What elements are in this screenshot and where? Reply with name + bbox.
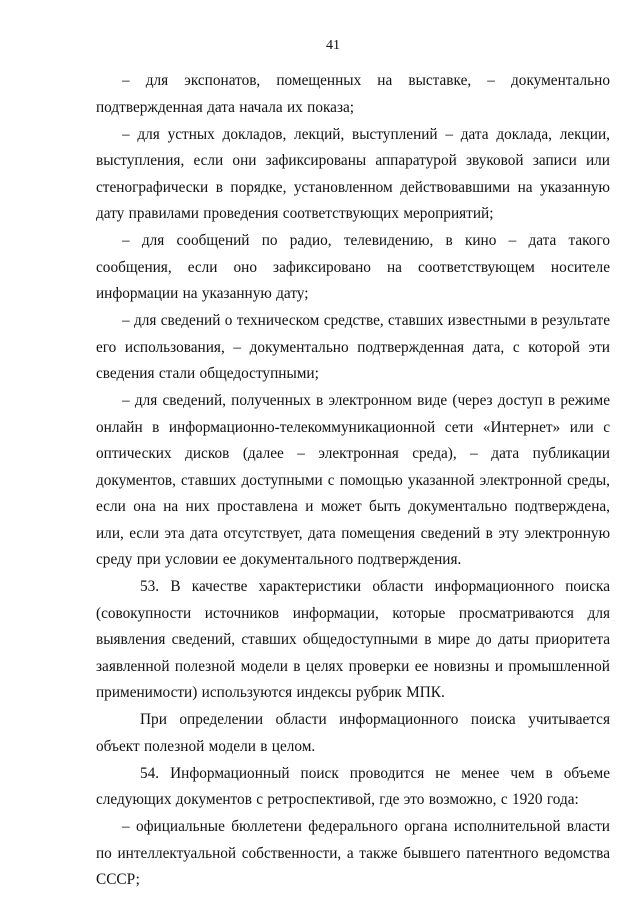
paragraph-technical-means: – для сведений о техническом средстве, ставших известными в результате его использования, – документально подтвержденная дата, с которой эти сведения стали общедоступными; [96, 312, 610, 382]
paragraph-oral-reports: – для устных докладов, лекций, выступлений – дата доклада, лекции, выступления, если они зафиксированы аппаратурой звуковой записи или стенографически в порядке, установленном действовавшими на указанную дату правилами проведения соответствующих мероприятий; [96, 125, 610, 222]
page-number: 41 [326, 38, 340, 53]
paragraph-radio-tv: – для сообщений по радио, телевидению, в кино – дата такого сообщения, если оно зафиксировано на соответствующем носителе информации на указанную дату; [96, 232, 610, 302]
paragraph-electronic-media: – для сведений, полученных в электронном виде (через доступ в режиме онлайн в информационно-телекоммуникационной сети «Интернет» или с оптических дисков (далее – электронная среда), – дата публикации документов, ставших доступными с помощью указанной электронной среды, если она на них проставлена и может быть документально подтверждена, или, если эта дата отсутствует, дата помещения сведений в эту электронную среду при условии ее документального подтверждения. [96, 392, 610, 568]
paragraph-54: 54. Информационный поиск проводится не менее чем в объеме следующих документов с ретроспективой, где это возможно, с 1920 года: [96, 764, 610, 808]
paragraph-53: 53. В качестве характеристики области информационного поиска (совокупности источников информации, которые просматриваются для выявления сведений, ставших общедоступными в мире до даты приоритета заявленной полезной модели в целях проверки ее новизны и промышленной применимости) используются индексы рубрик МПК. [96, 578, 610, 701]
paragraph-exhibits: – для экспонатов, помещенных на выставке, – документально подтвержденная дата начала их показа; [96, 72, 610, 116]
paragraph-search-scope: При определении области информационного поиска учитывается объект полезной модели в целом. [96, 711, 610, 755]
paragraph-official-bulletins: – официальные бюллетени федерального органа исполнительной власти по интеллектуальной собственности, а также бывшего патентного ведомства СССР; [96, 818, 610, 888]
